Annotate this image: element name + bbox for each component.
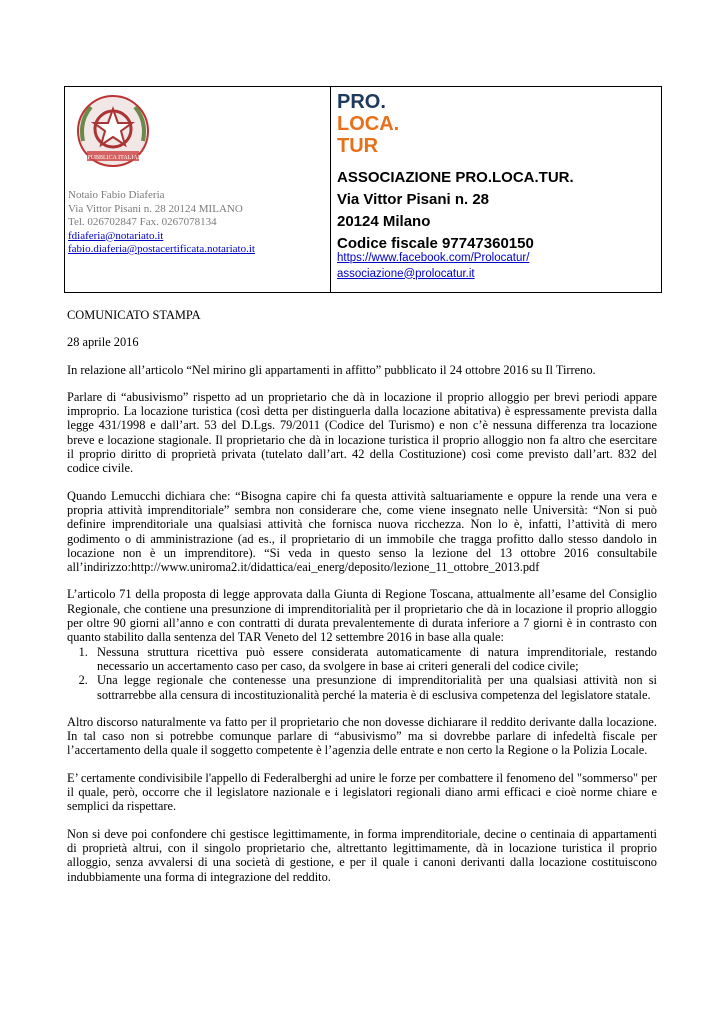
paragraph-4: L’articolo 71 della proposta di legge approvata dalla Giunta di Regione Toscana, attualmente all’esame del Consiglio Regionale, che contiene una presunzione di imprenditorialità per il proprietario che dà in locazione il proprio alloggio per oltre 90 giorni all’anno e con contratti di durata prevalentemente di durata inferiore a 7 giorni è in contrasto con quanto stabilito dalla sentenza del TAR Veneto del 12 settembre 2016 in base alla quale:	[67, 587, 657, 645]
paragraph-2: Parlare di “abusivismo” rispetto ad un proprietario che dà in locazione il proprio alloggio per brevi periodi appare improprio. La locazione turistica (così detta per distinguerla dalla locazione abitativa) è espressamente prevista dalla legge 431/1998 e dall’art. 53 del D.Lgs. 79/2011 (Codice del Turismo) e non c’è nessuna differenza tra locazione breve e locazione stagionale. Il proprietario che dà in locazione turistica il proprio alloggio non fa altro che esercitare il proprio diritto di proprietà privata (tutelato dall’art. 42 della Costituzione) così come previsto dall’art. 832 del codice civile.	[67, 389, 657, 476]
paragraph-6: E’ certamente condivisibile l'appello di Federalberghi ad unire le forze per combattere il fenomeno del "sommerso" per il quale, però, occorre che il legislatore nazionale e i legislatori regionali diano armi efficaci e cioè norme chiare e semplici da rispettare.	[67, 770, 657, 814]
association-address: Via Vittor Pisani n. 28	[337, 191, 490, 208]
notary-phone: Tel. 026702847 Fax. 0267078134	[68, 216, 217, 228]
notary-column	[65, 87, 330, 292]
prolocatur-logo	[337, 89, 437, 157]
association-name: ASSOCIAZIONE PRO.LOCA.TUR.	[337, 169, 574, 186]
notary-address: Via Vittor Pisani n. 28 20124 MILANO	[68, 202, 243, 215]
paragraph-5: Altro discorso naturalmente va fatto per il proprietario che non dovesse dichiarare il reddito derivante dalla locazione. In tal caso non si potrebbe comunque parlare di “abusivismo” ma si dovrebbe parlare di infedeltà fiscale per l’accertamento della quale il soggetto competente è l’agenzia delle entrate e non certo la Regione o la Polizia Locale.	[67, 714, 657, 758]
paragraph-7: Non si deve poi confondere chi gestisce legittimamente, in forma imprenditoriale, decine o centinaia di appartamenti di proprietà altrui, con il singolo proprietario che, altrettanto legittimamente, dà in locazione turistica il proprio alloggio, senza avvalersi di una società di gestione, e per il quale i canoni derivanti dalla locazione costituiscono indubbiamente una forma di integrazione del reddito.	[67, 826, 657, 884]
logo-line-2: LOCA.	[337, 113, 400, 135]
list-item: 1. Nessuna struttura ricettiva può essere considerata automaticamente di natura imprenditoriale, restando necessario un accertamento caso per caso, da svolgere in base ai criteri generali del codice civile;	[91, 645, 657, 674]
association-links	[337, 251, 529, 282]
letterhead	[64, 86, 662, 293]
facebook-link[interactable]: https://www.facebook.com/Prolocatur/	[337, 252, 530, 264]
numbered-list	[67, 645, 657, 702]
emblem-label: REPUBBLICA ITALIANA	[79, 155, 147, 161]
notary-email-link[interactable]: fdiaferia@notariato.it	[68, 229, 164, 242]
paragraph-3: Quando Lemucchi dichiara che: “Bisogna capire chi fa questa attività saltuariamente e oppure la rende una vera e propria attività imprenditoriale” sembra non considerare che, come viene insegnato nelle Università: “Non si può definire imprenditoriale una qualsiasi attività che fornisca nuova ricchezza. Non lo è, infatti, l’attività di mero godimento o di amministrazione (ad es., il proprietario di un immobile che tragga profitto dallo stesso dandolo in locazione non è un imprenditore). “Si veda in questo senso la lezione del 13 ottobre 2016 consultabile all’indirizzo:http://www.uniroma2.it/didattica/eai_energ/deposito/lezione_11_ottobre_2013.pdf	[67, 488, 657, 575]
paragraph-1: In relazione all’articolo “Nel mirino gli appartamenti in affitto” pubblicato il 24 ottobre 2016 su Il Tirreno.	[67, 362, 596, 377]
press-release-body	[67, 308, 657, 897]
association-email-link[interactable]: associazione@prolocatur.it	[337, 267, 475, 280]
logo-line-3: TUR	[337, 135, 379, 157]
logo-line-1: PRO.	[337, 91, 386, 113]
association-tax-code: Codice fiscale 97747360150	[337, 235, 534, 252]
list-item: 2. Una legge regionale che contenesse una presunzione di imprenditorialità per una qualsiasi attività non si sottrarrebbe alla censura di incostituzionalità perché la materia è di esclusiva competenza del legislatore statale.	[91, 673, 657, 702]
notary-info	[68, 189, 255, 257]
notary-pec-link[interactable]: fabio.diaferia@postacertificata.notariato.it	[68, 243, 255, 255]
document-heading: COMUNICATO STAMPA	[67, 308, 201, 322]
association-details	[337, 167, 574, 255]
document-date: 28 aprile 2016	[67, 335, 139, 350]
republic-emblem-icon	[69, 91, 157, 175]
notary-name: Notaio Fabio Diaferia	[68, 189, 165, 201]
association-column	[331, 87, 661, 292]
association-city: 20124 Milano	[337, 213, 431, 230]
